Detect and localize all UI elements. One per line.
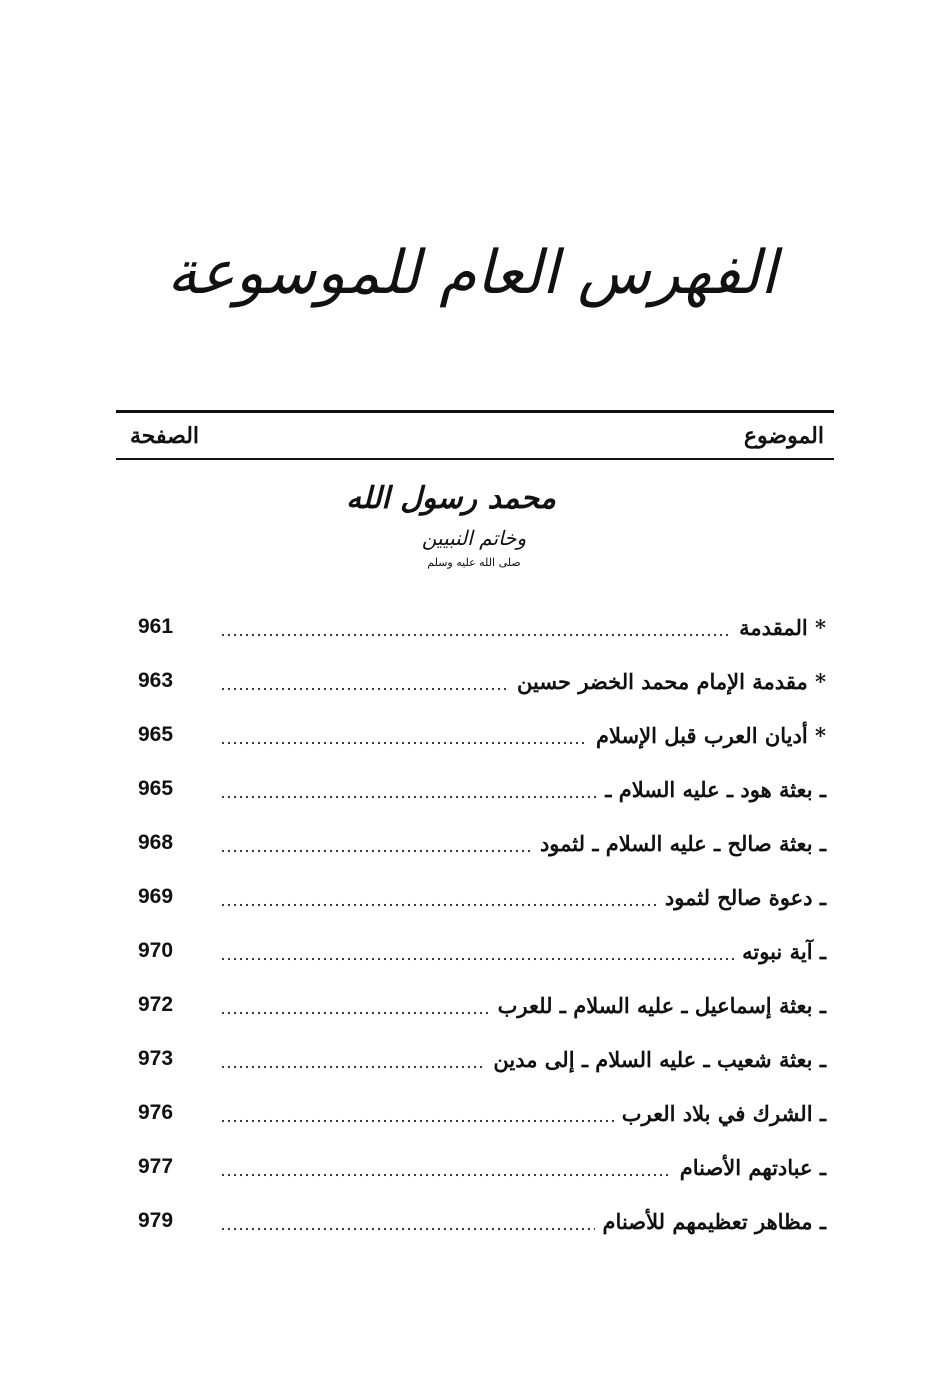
header-bottom-rule	[116, 458, 834, 460]
toc-leader-dots	[220, 671, 509, 691]
toc-entry-title: ـ بعثة هود ـ عليه السلام ـ	[605, 776, 826, 802]
toc-entry-title: ـ دعوة صالح لثمود	[664, 884, 826, 910]
emblem-line-2: وخاتم النبيين	[421, 526, 527, 550]
toc-entry-title: ـ مظاهر تعظيمهم للأصنام	[602, 1208, 826, 1234]
toc-entry-page: 965	[138, 777, 174, 800]
toc-entry	[138, 816, 826, 870]
toc-entry-page: 969	[138, 885, 174, 908]
toc-leader-dots	[220, 833, 532, 853]
column-header	[116, 414, 834, 458]
toc-entry-page: 963	[138, 669, 174, 692]
toc-entry-page: 968	[138, 831, 174, 854]
emblem-line-3: صلى الله عليه وسلم	[427, 556, 521, 569]
calligraphy-emblem	[346, 476, 556, 592]
toc-leader-dots	[220, 779, 597, 799]
toc-entry	[138, 600, 826, 654]
toc-entry-page: 977	[138, 1155, 174, 1178]
toc-entry-page: 965	[138, 723, 174, 746]
toc-entry-title: ـ الشرك في بلاد العرب	[621, 1100, 826, 1126]
header-top-rule	[116, 410, 834, 413]
page-title: الفهرس العام للموسوعة	[167, 238, 777, 308]
toc-leader-dots	[220, 1103, 614, 1123]
toc-entry-page: 973	[138, 1047, 174, 1070]
toc-entry	[138, 924, 826, 978]
toc-entry	[138, 870, 826, 924]
toc-entry	[138, 978, 826, 1032]
toc-entry	[138, 1194, 826, 1248]
toc-leader-dots	[220, 1157, 672, 1177]
table-of-contents	[138, 600, 826, 1248]
toc-entry-title: ـ آية نبوته	[742, 938, 826, 964]
toc-entry-title: ـ بعثة شعيب ـ عليه السلام ـ إلى مدين	[493, 1046, 826, 1072]
toc-entry-title: ـ بعثة إسماعيل ـ عليه السلام ـ للعرب	[497, 992, 826, 1018]
toc-entry	[138, 1140, 826, 1194]
column-header-page: الصفحة	[130, 423, 200, 449]
toc-leader-dots	[220, 1049, 485, 1069]
toc-entry	[138, 654, 826, 708]
toc-entry	[138, 762, 826, 816]
toc-entry-title: ـ بعثة صالح ـ عليه السلام ـ لثمود	[539, 830, 826, 856]
toc-leader-dots	[220, 617, 731, 637]
toc-leader-dots	[220, 1211, 595, 1231]
toc-entry-page: 972	[138, 993, 174, 1016]
toc-entry-title: * المقدمة	[739, 614, 826, 640]
toc-leader-dots	[220, 941, 734, 961]
toc-entry-page: 979	[138, 1209, 174, 1232]
toc-entry-page: 961	[138, 615, 174, 638]
toc-entry-title: ـ عبادتهم الأصنام	[679, 1154, 826, 1180]
toc-entry	[138, 708, 826, 762]
toc-entry-page: 970	[138, 939, 174, 962]
toc-entry-page: 976	[138, 1101, 174, 1124]
column-header-topic: الموضوع	[743, 423, 824, 449]
toc-entry	[138, 1086, 826, 1140]
toc-entry-title: * مقدمة الإمام محمد الخضر حسين	[517, 668, 826, 694]
toc-leader-dots	[220, 887, 657, 907]
toc-entry-title: * أديان العرب قبل الإسلام	[595, 722, 826, 748]
toc-leader-dots	[220, 995, 490, 1015]
toc-entry	[138, 1032, 826, 1086]
toc-leader-dots	[220, 725, 588, 745]
emblem-line-1: محمد رسول الله	[346, 481, 556, 516]
